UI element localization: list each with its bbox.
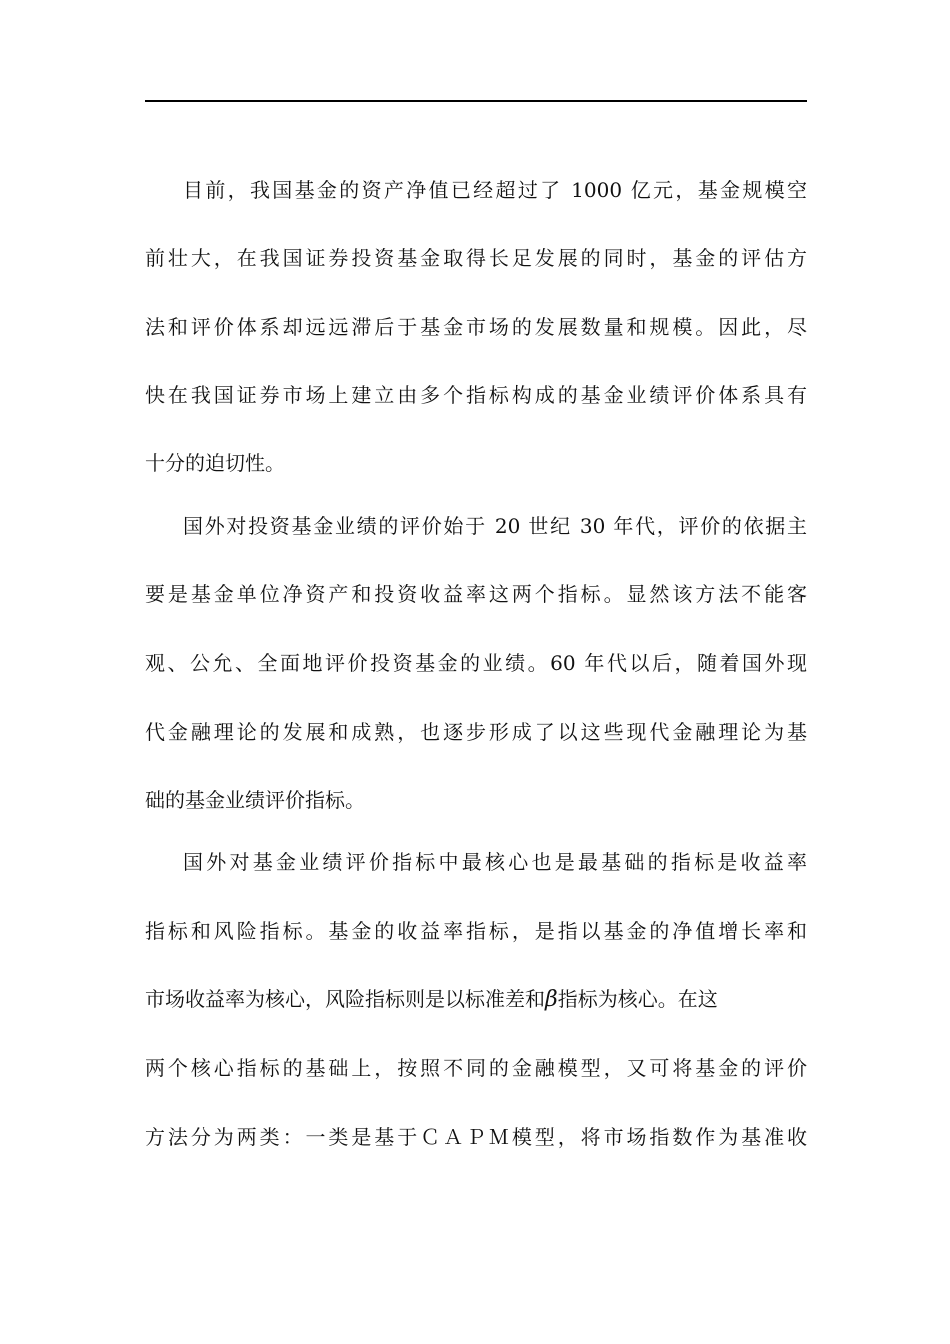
paragraph-2-line-4: 代金融理论的发展和成熟，也逐步形成了以这些现代金融理论为基	[145, 720, 807, 744]
header-rule	[145, 100, 807, 102]
paragraph-2-line-5: 础的基金业绩评价指标。	[145, 788, 365, 812]
paragraph-3-line-3	[145, 985, 807, 1014]
paragraph-1-line-5: 十分的迫切性。	[145, 451, 285, 475]
paragraph-2-line-3: 观、公允、全面地评价投资基金的业绩。60 年代以后，随着国外现	[145, 651, 807, 675]
paragraph-3-line-5: 方法分为两类：一类是基于ＣＡＰＭ模型，将市场指数作为基准收	[145, 1125, 807, 1149]
paragraph-3-line-2: 指标和风险指标。基金的收益率指标，是指以基金的净值增长率和	[145, 919, 807, 943]
paragraph-1-line-3: 法和评价体系却远远滞后于基金市场的发展数量和规模。因此，尽	[145, 315, 807, 339]
paragraph-3-line-3-text-b: 指标为核心。在这	[557, 987, 718, 1011]
paragraph-3-line-1: 国外对基金业绩评价指标中最核心也是最基础的指标是收益率	[183, 850, 807, 874]
beta-symbol: β	[545, 987, 558, 1012]
paragraph-2-line-1: 国外对投资基金业绩的评价始于 20 世纪 30 年代，评价的依据主	[183, 514, 807, 538]
paragraph-1-line-2: 前壮大，在我国证券投资基金取得长足发展的同时，基金的评估方	[145, 246, 807, 270]
paragraph-1-line-4: 快在我国证券市场上建立由多个指标构成的基金业绩评价体系具有	[145, 383, 807, 407]
paragraph-3-line-3-text-a: 市场收益率为核心，风险指标则是以标准差和	[145, 987, 545, 1011]
paragraph-1-line-1: 目前，我国基金的资产净值已经超过了 1000 亿元，基金规模空	[183, 178, 807, 202]
paragraph-2-line-2: 要是基金单位净资产和投资收益率这两个指标。显然该方法不能客	[145, 582, 807, 606]
paragraph-3-line-4: 两个核心指标的基础上，按照不同的金融模型，又可将基金的评价	[145, 1056, 807, 1080]
